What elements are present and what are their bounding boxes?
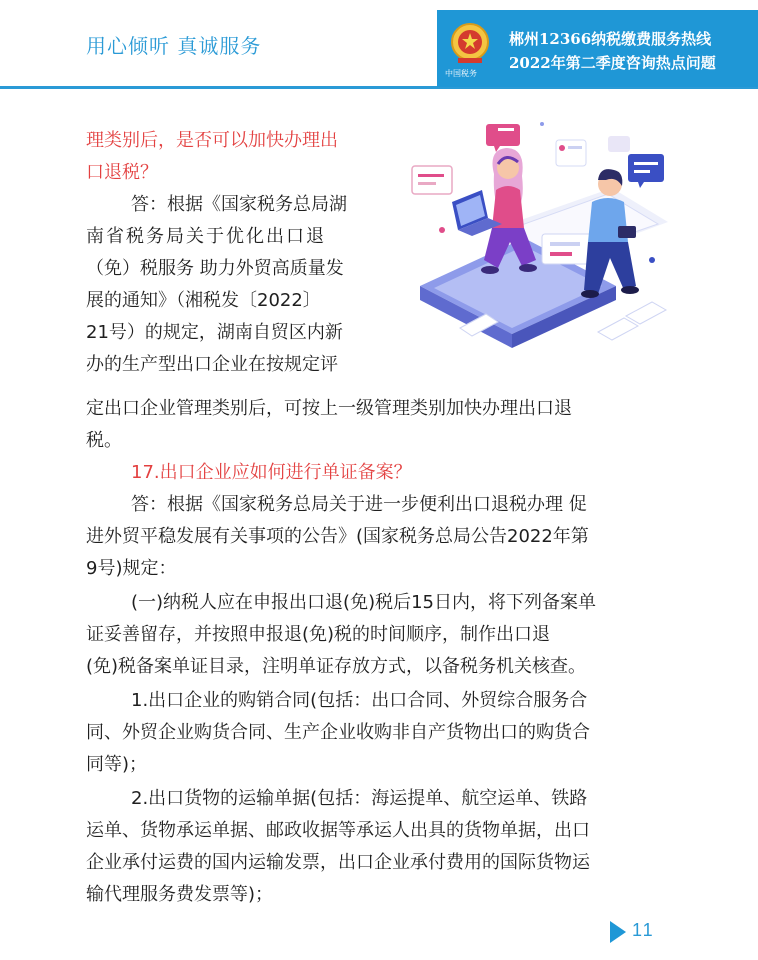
transport-item-line-4: 输代理服务费发票等)； [86, 884, 274, 905]
answer-16-line-1: 答：根据《国家税务总局湖 [131, 194, 347, 215]
answer-17-item-1-line-1: (一)纳税人应在申报出口退(免)税后15日内，将下列备案单 [131, 592, 596, 613]
question-17-heading: 17.出口企业应如何进行单证备案？ [131, 462, 412, 483]
answer-16-line-2: 南省税务局关于优化出口退 [86, 226, 326, 247]
transport-item-line-2: 运单、货物承运单据、邮政收据等承运人出具的货物单据，出口 [86, 820, 590, 841]
question-16-line-2: 口退税？ [86, 162, 158, 183]
answer-17-line-3: 9号)规定： [86, 558, 177, 579]
answer-16-line-8: 税。 [86, 430, 122, 451]
question-16-line-1: 理类别后，是否可以加快办理出 [86, 130, 338, 151]
hotline-banner [437, 10, 758, 87]
contract-item-line-3: 同等)； [86, 754, 148, 775]
answer-17-line-1: 答：根据《国家税务总局关于进一步便利出口退税办理 促 [131, 494, 587, 515]
answer-16-line-7: 定出口企业管理类别后，可按上一级管理类别加快办理出口退 [86, 398, 572, 419]
transport-item-line-3: 企业承付运费的国内运输发票，出口企业承付费用的国际货物运 [86, 852, 590, 873]
emblem-caption: 中国税务 [445, 69, 477, 78]
hotline-subtitle: 2022年第二季度咨询热点问题 [509, 54, 716, 72]
answer-16-line-6: 办的生产型出口企业在按规定评 [86, 354, 338, 375]
answer-17-item-1-line-3: (免)税备案单证目录，注明单证存放方式，以备税务机关核查。 [86, 656, 587, 677]
online-consultation-illustration [402, 110, 678, 356]
answer-16-line-4: 展的通知》（湘税发〔2022〕 [86, 290, 321, 311]
transport-item-line-1: 2.出口货物的运输单据(包括：海运提单、航空运单、铁路 [131, 788, 588, 809]
answer-17-line-2: 进外贸平稳发展有关事项的公告》(国家税务总局公告2022年第 [86, 526, 589, 547]
hotline-title: 郴州12366纳税缴费服务热线 [509, 30, 712, 48]
answer-16-line-5: 21号）的规定，湖南自贸区内新 [86, 322, 343, 343]
triangle-right-icon [610, 921, 626, 943]
page-header [0, 0, 758, 90]
contract-item-line-2: 同、外贸企业购货合同、生产企业收购非自产货物出口的购货合 [86, 722, 590, 743]
national-emblem-icon [449, 22, 491, 66]
contract-item-line-1: 1.出口企业的购销合同(包括：出口合同、外贸综合服务合 [131, 690, 588, 711]
header-slogan: 用心倾听 真诚服务 [86, 34, 262, 58]
page-number: 11 [632, 920, 655, 940]
answer-16-line-3: （免）税服务 助力外贸高质量发 [86, 258, 344, 279]
answer-17-item-1-line-2: 证妥善留存，并按照申报退(免)税的时间顺序，制作出口退 [86, 624, 551, 645]
